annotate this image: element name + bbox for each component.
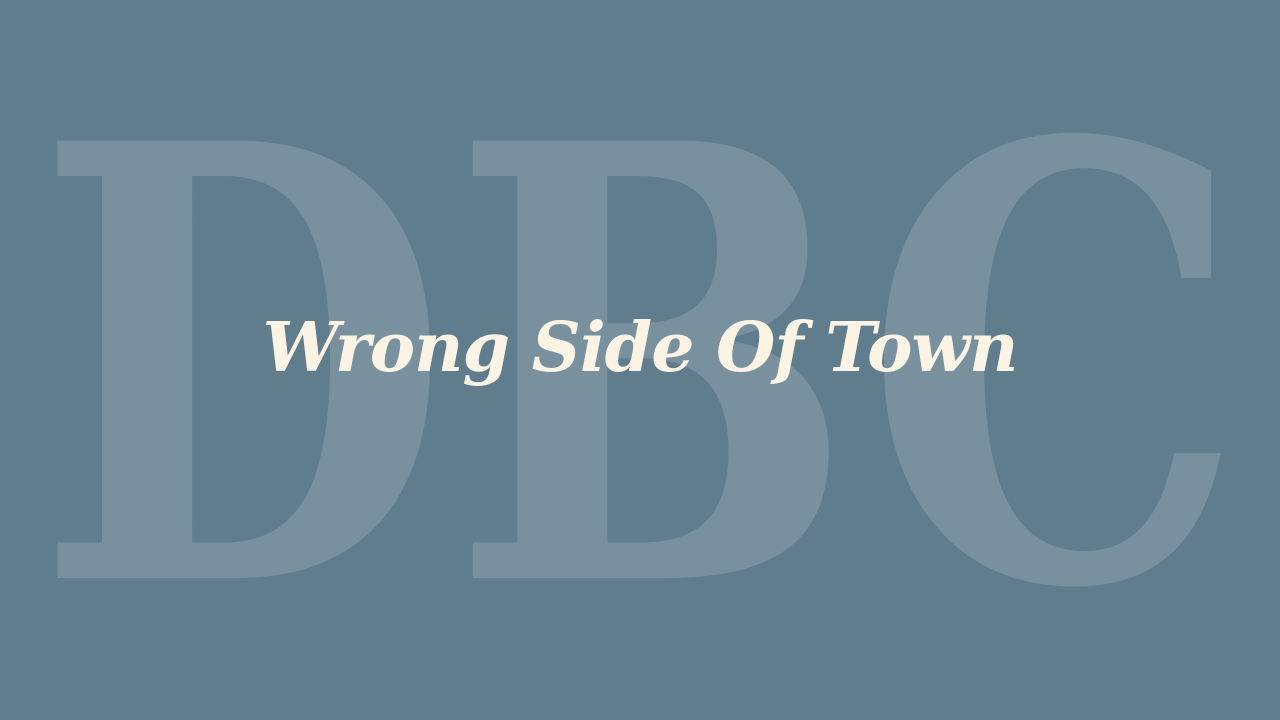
watermark-text: DBC [35, 15, 1245, 720]
page-title: Wrong Side Of Town [262, 308, 1018, 388]
